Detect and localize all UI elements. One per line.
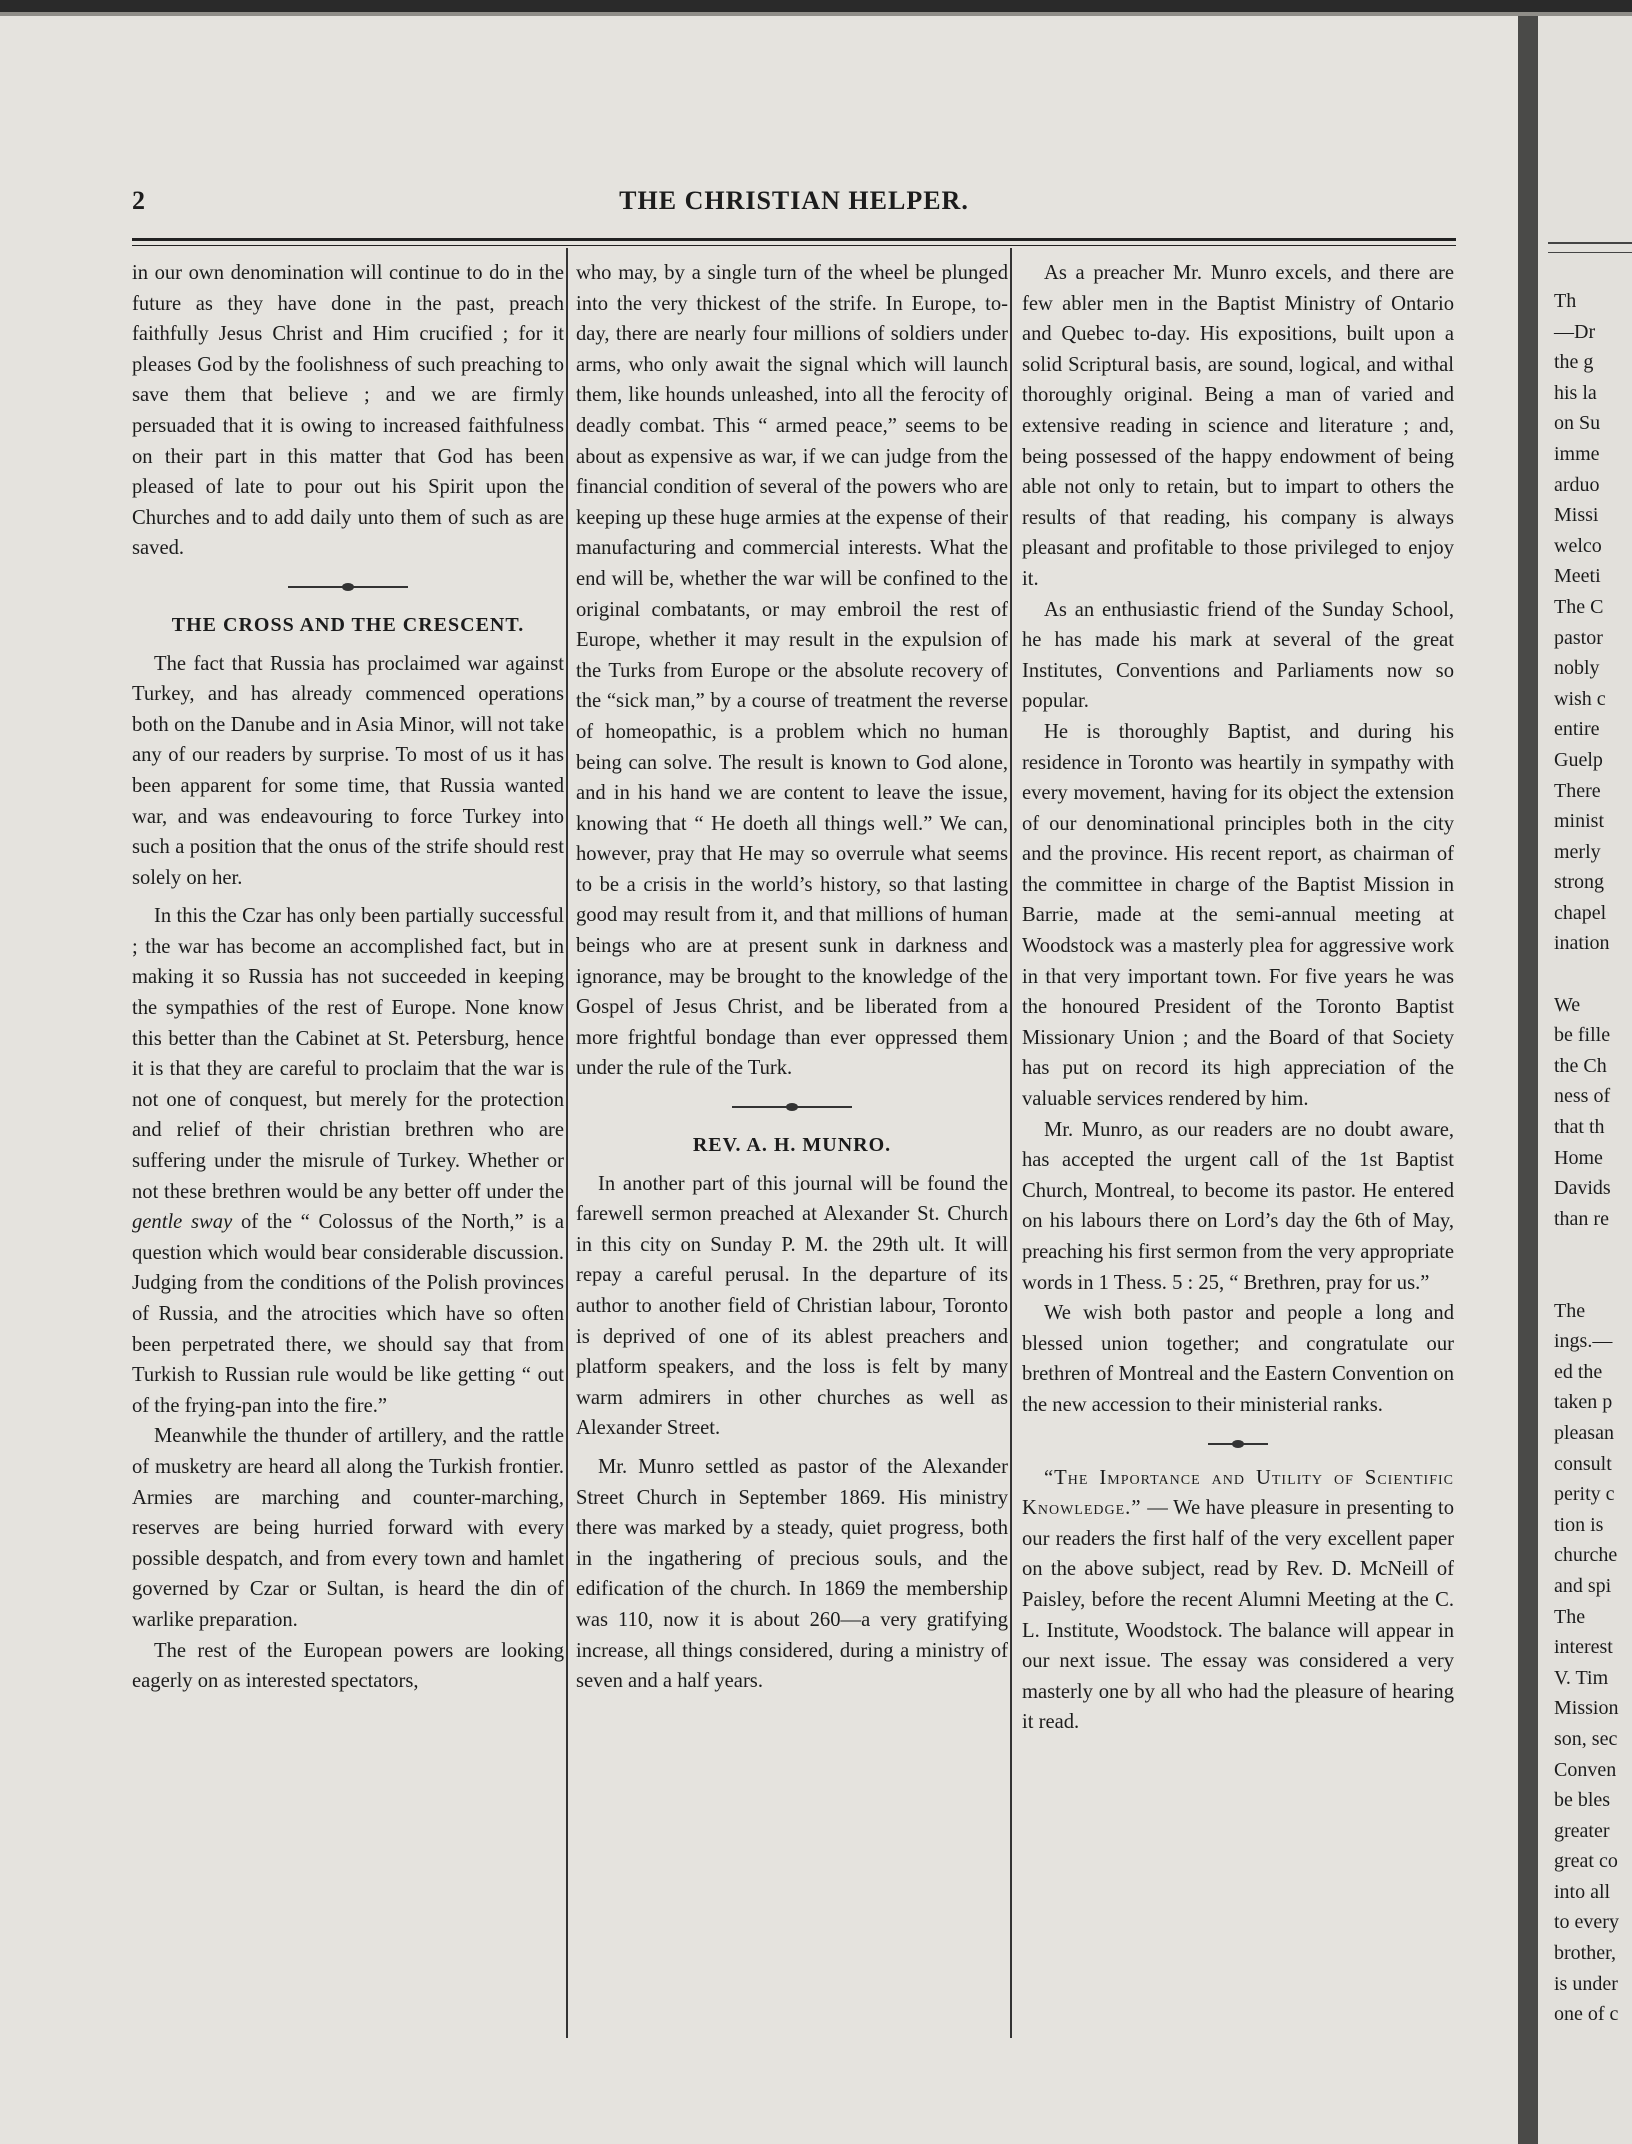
facing-page-line: Th (1554, 290, 1577, 312)
facing-page-rule (1548, 252, 1632, 253)
section-separator (1208, 1443, 1268, 1445)
facing-page-line: Conven (1554, 1758, 1617, 1781)
facing-page-line: The (1554, 1605, 1586, 1628)
facing-page-line: perity c (1554, 1483, 1615, 1506)
facing-page-line: strong (1554, 871, 1604, 894)
paragraph: The fact that Russia has proclaimed war against Turkey, and has already commenced operations both on the Danube and in Asia Minor, will not take any of our readers by surprise. To most of us it has been apparent for some time, that Russia wanted war, and was endeavouring to force Turkey into such a position that the onus of the strife should rest solely on her. (132, 652, 564, 889)
facing-page-line: pastor (1554, 626, 1603, 649)
paragraph: He is thoroughly Baptist, and during his residence in Toronto was heartily in sympathy with every movement, having for its object the extension of our denominational principles both in the city and the province. His recent report, as chairman of the committee in charge of the Baptist Mission in Barrie, made at the semi-annual meeting at Woodstock was a masterly plea for aggressive work in that very important town. For five years he was the honoured President of the Toronto Baptist Missionary Union ; and the Board of that Society has put on record its high appreciation of the valuable services rendered by him. (1022, 720, 1454, 1111)
facing-page-line: nobly (1554, 657, 1600, 680)
facing-page-line: the Ch (1554, 1054, 1607, 1077)
heading-cross-and-crescent: THE CROSS AND THE CRESCENT. (171, 613, 525, 636)
facing-page-line: greater (1554, 1819, 1610, 1842)
facing-page-line: ination (1554, 932, 1610, 955)
section-separator (732, 1106, 852, 1108)
paragraph (1022, 1463, 1454, 1738)
paragraph: who may, by a single turn of the wheel be plunged into the very thickest of the strife. In Europe, to-day, there are nearly four millions of soldiers under arms, who only await the signal which will launch them, like hounds unleashed, into all the ferocity of deadly combat. This “ armed peace,” seems to be about as expensive as war, if we can judge from the financial condition of several of the powers who are keeping up these huge armies at the expense of their manufacturing and commercial interests. What the end will be, whether the war will be confined to the original combatants, or may embroil the rest of Europe, whether it may result in the expulsion of the Turks from Europe or the absolute recovery of the “sick man,” by a course of treatment the reverse of homeopathic, is a problem which no human being can solve. The result is known to God alone, and in his hand we are content to leave the issue, knowing that “ He doeth all things well.” We can, however, pray that He may so overrule what seems to be a crisis in the world’s history, so that lasting good may result from it, and that millions of human beings who are at present sunk in darkness and ignorance, may be brought to the knowledge of the Gospel of Jesus Christ, and be liberated from a more frightful bondage than ever oppressed them under the rule of the Turk. (576, 262, 1008, 1080)
facing-page-line: be bles (1554, 1789, 1611, 1812)
facing-page-line: entire (1554, 718, 1600, 741)
facing-page-line: arduo (1554, 473, 1600, 496)
facing-page-line: and spi (1554, 1574, 1612, 1597)
facing-page-line: be fille (1554, 1024, 1611, 1047)
facing-page-edge (1538, 16, 1632, 2144)
paragraph: Meanwhile the thunder of artillery, and the rattle of musketry are heard all along the Turkish frontier. Armies are marching and counter-marching, reserves are being hurried forward with every possible despatch, and from every town and hamlet governed by Czar or Sultan, is heard the din of warlike preparation. (132, 1425, 564, 1631)
paragraph: The rest of the European powers are looking eagerly on as interested spectators, (132, 1639, 564, 1693)
paragraph-intro: in our own denomination will continue to do in the future as they have done in the past, preach faithfully Jesus Christ and Him crucified ; for it pleases God by the foolishness of such preaching to save them that believe ; and we are firmly persuaded that it is owing to increased faithfulness on their part in this matter that God has been pleased of late to pour out his Spirit upon the Churches and to add daily unto them of such as are saved. (132, 262, 564, 560)
facing-page-line: Davids (1554, 1177, 1611, 1200)
facing-page-line: interest (1554, 1636, 1613, 1659)
facing-page-line: that th (1554, 1116, 1605, 1139)
facing-page-line: churche (1554, 1544, 1618, 1567)
running-head: THE CHRISTIAN HELPER. (619, 186, 969, 215)
column-2 (576, 258, 1008, 1697)
facing-page-line (1554, 1265, 1619, 1296)
facing-page-line: minist (1554, 810, 1605, 833)
text-run: In this the Czar has only been partially successful ; the war has become an accomplished fact, but in making it so Russia has not succeeded in keeping the sympathies of the rest of Europe. None know this better than the Cabinet at St. Petersburg, hence it is that they are careful to proclaim that the war is not one of conquest, but merely for the protection and relief of their christian brethren who are suffering under the misrule of Turkey. Whether or not these brethren would be any better off under the (132, 905, 564, 1203)
heading-rev-munro: REV. A. H. MUNRO. (692, 1134, 892, 1157)
facing-page-line: one of c (1554, 2003, 1619, 2026)
facing-page-line: pleasan (1554, 1421, 1614, 1444)
page-number: 2 (132, 186, 145, 215)
facing-page-line: —Dr (1554, 320, 1596, 343)
facing-page-line: There (1554, 779, 1601, 802)
paragraph: We wish both pastor and people a long and blessed union together; and congratulate our brethren of Montreal and the Eastern Convention on the new accession to their ministerial ranks. (1022, 1302, 1454, 1416)
facing-page-line: V. Tim (1554, 1666, 1609, 1689)
facing-page-line: imme (1554, 442, 1600, 465)
column-3 (1022, 258, 1454, 1738)
column-1 (132, 258, 564, 1697)
paragraph (132, 901, 564, 1421)
facing-page-line: taken p (1554, 1391, 1613, 1414)
facing-page-line: We (1554, 993, 1581, 1016)
facing-page-line: The C (1554, 595, 1604, 618)
facing-page-line: son, sec (1554, 1727, 1618, 1750)
facing-page-line: on Su (1554, 412, 1601, 435)
facing-page-line: great co (1554, 1850, 1618, 1873)
facing-page-line: ness of (1554, 1085, 1611, 1108)
facing-page-line: ed the (1554, 1360, 1603, 1383)
facing-page-line: brother, (1554, 1942, 1616, 1965)
facing-page-line: into all (1554, 1880, 1611, 1903)
facing-page-line: ings.— (1554, 1330, 1613, 1353)
facing-page-line: Home (1554, 1146, 1603, 1169)
text-run: of the “ Colossus of the North,” is a question which would bear considerable discussion. Judging from the conditions of the Polish provinces of Russia, and the atrocities which have so often been perpetrated there, we should say that from Turkish to Russian rule would be like getting “ out of the frying-pan into the fire.” (132, 1211, 564, 1417)
facing-page-line: to every (1554, 1911, 1619, 1934)
facing-page-line: the g (1554, 351, 1594, 374)
facing-page-line: than re (1554, 1207, 1609, 1230)
paragraph: In another part of this journal will be found the farewell sermon preached at Alexander St. Church in this city on Sunday P. M. the 29th ult. It will repay a careful perusal. In the departure of its author to another field of Christian labour, Toronto is deprived of one of its ablest preachers and platform speakers, and the loss is felt by many warm admirers in other churches as well as Alexander Street. (576, 1172, 1008, 1440)
facing-page-line: welco (1554, 534, 1602, 557)
facing-page-line: Mission (1554, 1697, 1619, 1720)
paragraph: Mr. Munro, as our readers are no doubt aware, has accepted the urgent call of the 1st Baptist Church, Montreal, to become its pastor. He entered on his labours there on Lord’s day the 6th of May, preaching his first sermon from the very appropriate words in 1 Thess. 5 : 25, “ Brethren, pray for us.” (1022, 1118, 1454, 1294)
facing-page-text (1554, 286, 1619, 2030)
text-run: — We have pleasure in presenting to our readers the first half of the very excellent paper on the above subject, read by Rev. D. McNeill of Paisley, before the recent Alumni Meeting at the C. L. Institute, Woodstock. The balance will appear in our next issue. The essay was considered a very masterly one by all who had the pleasure of hearing it read. (1022, 1497, 1454, 1734)
column-divider-1 (566, 248, 568, 2038)
paragraph: As a preacher Mr. Munro excels, and there are few abler men in the Baptist Ministry of Ontario and Quebec to-day. His expositions, built upon a solid Scriptural basis, are sound, logical, and withal thoroughly original. Being a man of varied and extensive reading in science and literature ; and, being possessed of the happy endowment of being able not only to retain, but to impart to others the results of that reading, his company is always pleasant and profitable to those privileged to enjoy it. (1022, 262, 1454, 590)
facing-page-line: Guelp (1554, 748, 1603, 771)
facing-page-line: his la (1554, 381, 1597, 404)
article-title: “The Importance and Utility of Scientific Knowledge.” (1022, 1466, 1454, 1520)
section-separator (288, 586, 408, 588)
paragraph: As an enthusiastic friend of the Sunday School, he has made his mark at several of the great Institutes, Conventions and Parliaments now so popular. (1022, 598, 1454, 713)
facing-page-line: consult (1554, 1452, 1612, 1475)
facing-page-line: chapel (1554, 901, 1607, 924)
facing-page-line: merly (1554, 840, 1601, 863)
facing-page-line (1554, 1234, 1619, 1265)
header-rule-thin (132, 245, 1456, 246)
facing-page-line: Meeti (1554, 565, 1601, 588)
facing-page-line: is under (1554, 1972, 1618, 1995)
facing-page-line (1554, 959, 1619, 990)
facing-page-line: wish c (1554, 687, 1606, 710)
page-header (132, 186, 1456, 226)
column-divider-2 (1010, 248, 1012, 2038)
facing-page-line: Missi (1554, 504, 1599, 527)
page-gutter (1518, 16, 1538, 2144)
scanner-top-edge (0, 0, 1632, 12)
paragraph: Mr. Munro settled as pastor of the Alexander Street Church in September 1869. His ministry there was marked by a steady, quiet progress, both in the ingathering of precious souls, and the edification of the church. In 1869 the membership was 110, now it is about 260—a very gratifying increase, all things considered, during a ministry of seven and a half years. (576, 1455, 1008, 1693)
header-rule-thick (132, 238, 1456, 241)
facing-page-line: tion is (1554, 1513, 1604, 1536)
italic-phrase: gentle sway (132, 1211, 233, 1234)
facing-page-rule (1548, 242, 1632, 244)
facing-page-line: The (1554, 1299, 1586, 1322)
